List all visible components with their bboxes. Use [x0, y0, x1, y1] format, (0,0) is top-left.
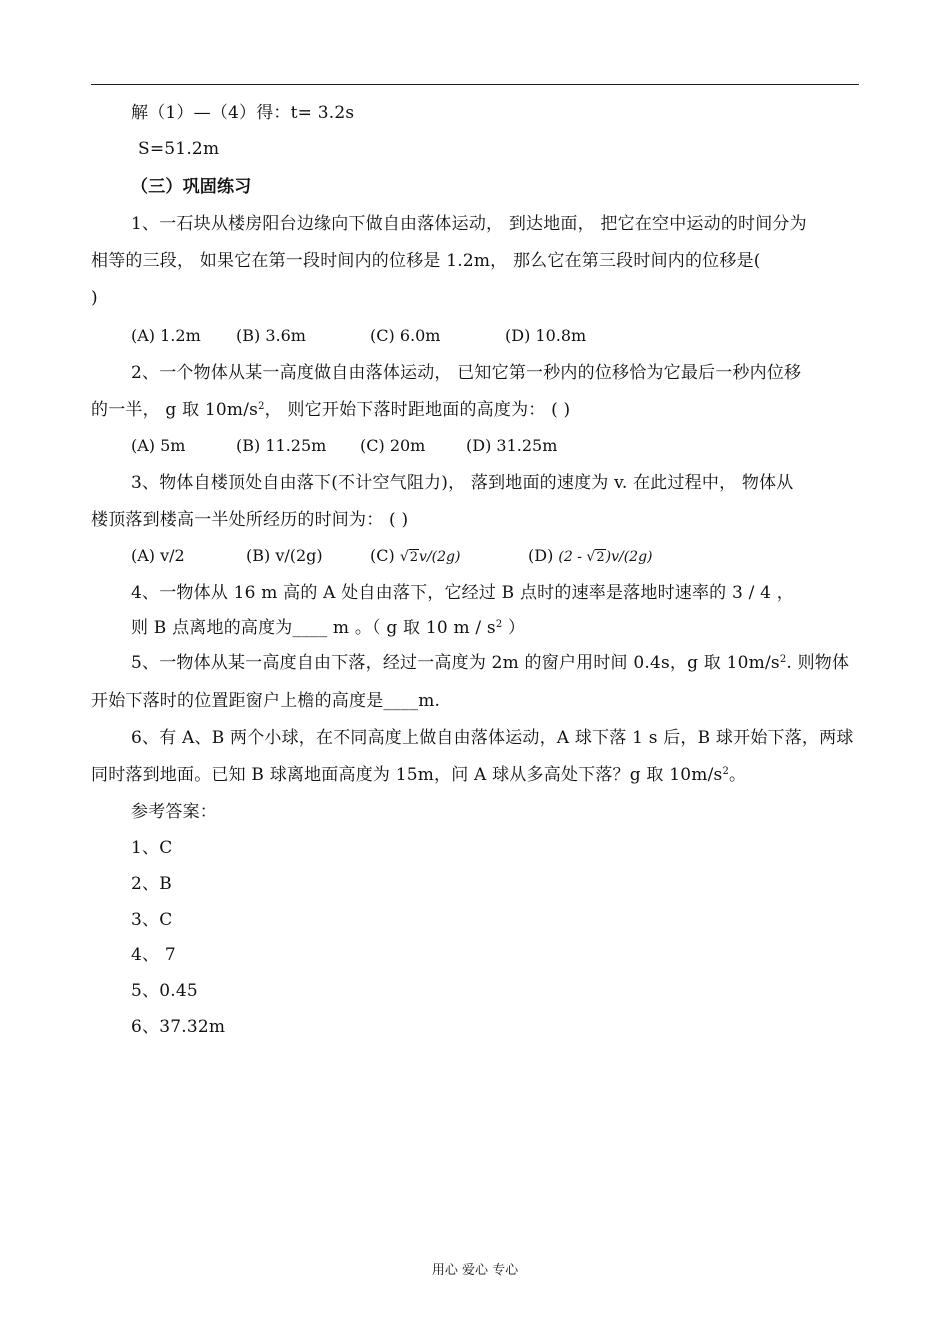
- q1-option-d: (D) 10.8m: [505, 326, 587, 345]
- q1-option-c: (C) 6.0m: [370, 326, 441, 345]
- answers-title: 参考答案：: [131, 802, 217, 822]
- q1-line-1: 1、一石块从楼房阳台边缘向下做自由落体运动， 到达地面， 把它在空中运动的时间分为: [131, 214, 807, 234]
- q6-line-1: 6、有 A、B 两个小球，在不同高度上做自由落体运动，A 球下落 1 s 后，B 球开始下落，两球: [131, 728, 854, 748]
- q3-option-d: (D) (2 - √2)v/(2g): [528, 546, 653, 565]
- q5-line-2: 开始下落时的位置距窗户上檐的高度是____m.: [91, 691, 441, 711]
- superscript: 2: [258, 401, 265, 412]
- q2-line-1: 2、一个物体从某一高度做自由落体运动， 已知它第一秒内的位移恰为它最后一秒内位移: [131, 363, 802, 383]
- q3-option-c: (C) √2v/(2g): [370, 546, 461, 565]
- q1-line-2: 相等的三段， 如果它在第一段时间内的位移是 1.2m， 那么它在第三段时间内的位移是(: [91, 251, 761, 271]
- answer-item: 5、0.45: [131, 981, 198, 1001]
- q2-line-2: 的一半， g 取 $10m/s^2$， 则它开始下落时距地面的高度为： ( ): [91, 400, 571, 420]
- q4-line-1: 4、一物体从 16 m 高的 A 处自由落下，它经过 B 点时的速率是落地时速率的 3 / 4 ，: [131, 583, 794, 603]
- answer-item: 1、C: [131, 838, 173, 858]
- q6-line-2: 同时落到地面。已知 B 球离地面高度为 15m，问 A 球从多高处下落？g 取 $10m/s^2$。: [91, 765, 747, 785]
- q5-line-1: 5、一物体从某一高度自由下落，经过一高度为 2m 的窗户用时间 0.4s，g 取 $10m/s^2$. 则物体: [131, 653, 850, 673]
- q3-option-a: (A) v/2: [131, 546, 185, 565]
- header-rule: [91, 84, 859, 85]
- q3-line-2: 楼顶落到楼高一半处所经历的时间为： ( ): [91, 510, 409, 530]
- sqrt-radicand: 2: [409, 550, 419, 565]
- q2-option-d: (D) 31.25m: [466, 436, 558, 455]
- q4-line-2: 则 B 点离地的高度为____ m 。（ g 取 10 m / $s^2$ ）: [131, 618, 526, 638]
- q1-option-a: (A) 1.2m: [131, 326, 201, 345]
- superscript: 2: [779, 654, 787, 665]
- superscript: 2: [722, 766, 729, 777]
- answer-item: 6、37.32m: [131, 1017, 226, 1037]
- sqrt-radicand: 2: [596, 550, 605, 565]
- section-heading: （三）巩固练习: [131, 177, 252, 197]
- solution-line-1: 解（1）—（4）得：t= 3.2s: [131, 103, 355, 123]
- q1-line-3: ): [91, 288, 98, 308]
- answer-item: 3、C: [131, 910, 173, 930]
- answer-item: 4、 7: [131, 945, 176, 965]
- q2-option-b: (B) 11.25m: [236, 436, 327, 455]
- solution-line-2: S=51.2m: [138, 139, 220, 159]
- q3-option-b: (B) v/(2g): [246, 546, 323, 565]
- q2-option-a: (A) 5m: [131, 436, 186, 455]
- q1-option-b: (B) 3.6m: [236, 326, 306, 345]
- q2-option-c: (C) 20m: [360, 436, 426, 455]
- superscript: 2: [495, 619, 503, 630]
- q3-line-1: 3、物体自楼顶处自由落下(不计空气阻力)， 落到地面的速度为 v. 在此过程中， 物体从: [131, 473, 794, 493]
- page-footer: 用心 爱心 专心: [431, 1263, 519, 1278]
- answer-item: 2、B: [131, 874, 172, 894]
